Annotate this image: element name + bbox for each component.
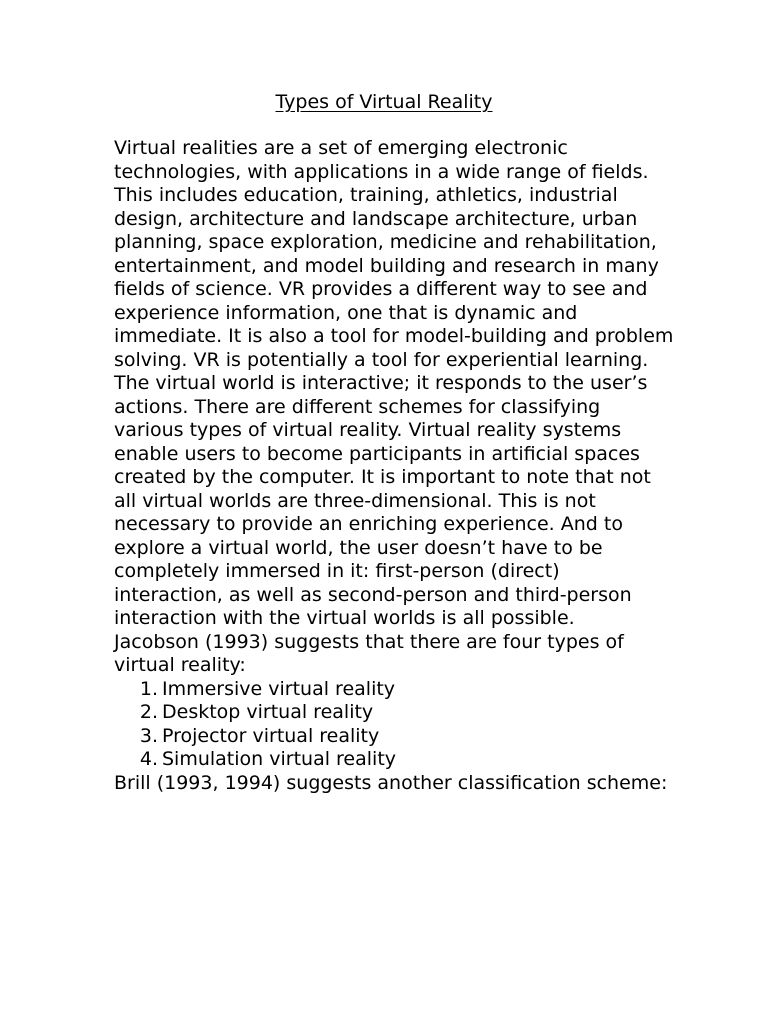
list-item bbox=[114, 678, 674, 702]
intro-paragraph: Virtual realities are a set of emerging electronic technologies, with applications in a wide range of fields. This includes education, training, athletics, industrial design, architecture and landscape architecture, urban planning, space exploration, medicine and rehabilitation, entertainment, and model building and research in many fields of science. VR provides a different way to see and experience information, one that is dynamic and immediate. It is also a tool for model-building and problem solving. VR is potentially a tool for experiential learning. The virtual world is interactive; it responds to the user’s actions. There are different schemes for classifying various types of virtual reality. Virtual reality systems enable users to become participants in artificial spaces created by the computer. It is important to note that not all virtual worlds are three-dimensional. This is not necessary to provide an enriching experience. And to explore a virtual world, the user doesn’t have to be completely immersed in it: first-person (direct) interaction, as well as second-person and third-person interaction with the virtual worlds is all possible. bbox=[114, 137, 674, 629]
list-item-label: Immersive virtual reality bbox=[162, 677, 396, 700]
brill-paragraph: Brill (1993, 1994) suggests another classification scheme: bbox=[114, 771, 668, 794]
jacobson-paragraph: Jacobson (1993) suggests that there are four types of virtual reality: bbox=[114, 630, 624, 676]
list-item-label: Desktop virtual reality bbox=[162, 701, 374, 723]
list-item-number: 3. bbox=[139, 724, 158, 747]
list-item-label: Simulation virtual reality bbox=[162, 748, 397, 770]
list-item-label: Projector virtual reality bbox=[162, 724, 380, 747]
list-item bbox=[114, 701, 674, 725]
list-item bbox=[114, 725, 674, 749]
document-title: Types of Virtual Reality bbox=[275, 91, 493, 113]
list-item-number: 4. bbox=[139, 748, 158, 770]
vr-types-list bbox=[114, 678, 674, 772]
list-item-number: 2. bbox=[139, 701, 158, 723]
list-item-number: 1. bbox=[139, 677, 158, 700]
list-item bbox=[114, 748, 674, 772]
document-body bbox=[114, 137, 674, 795]
